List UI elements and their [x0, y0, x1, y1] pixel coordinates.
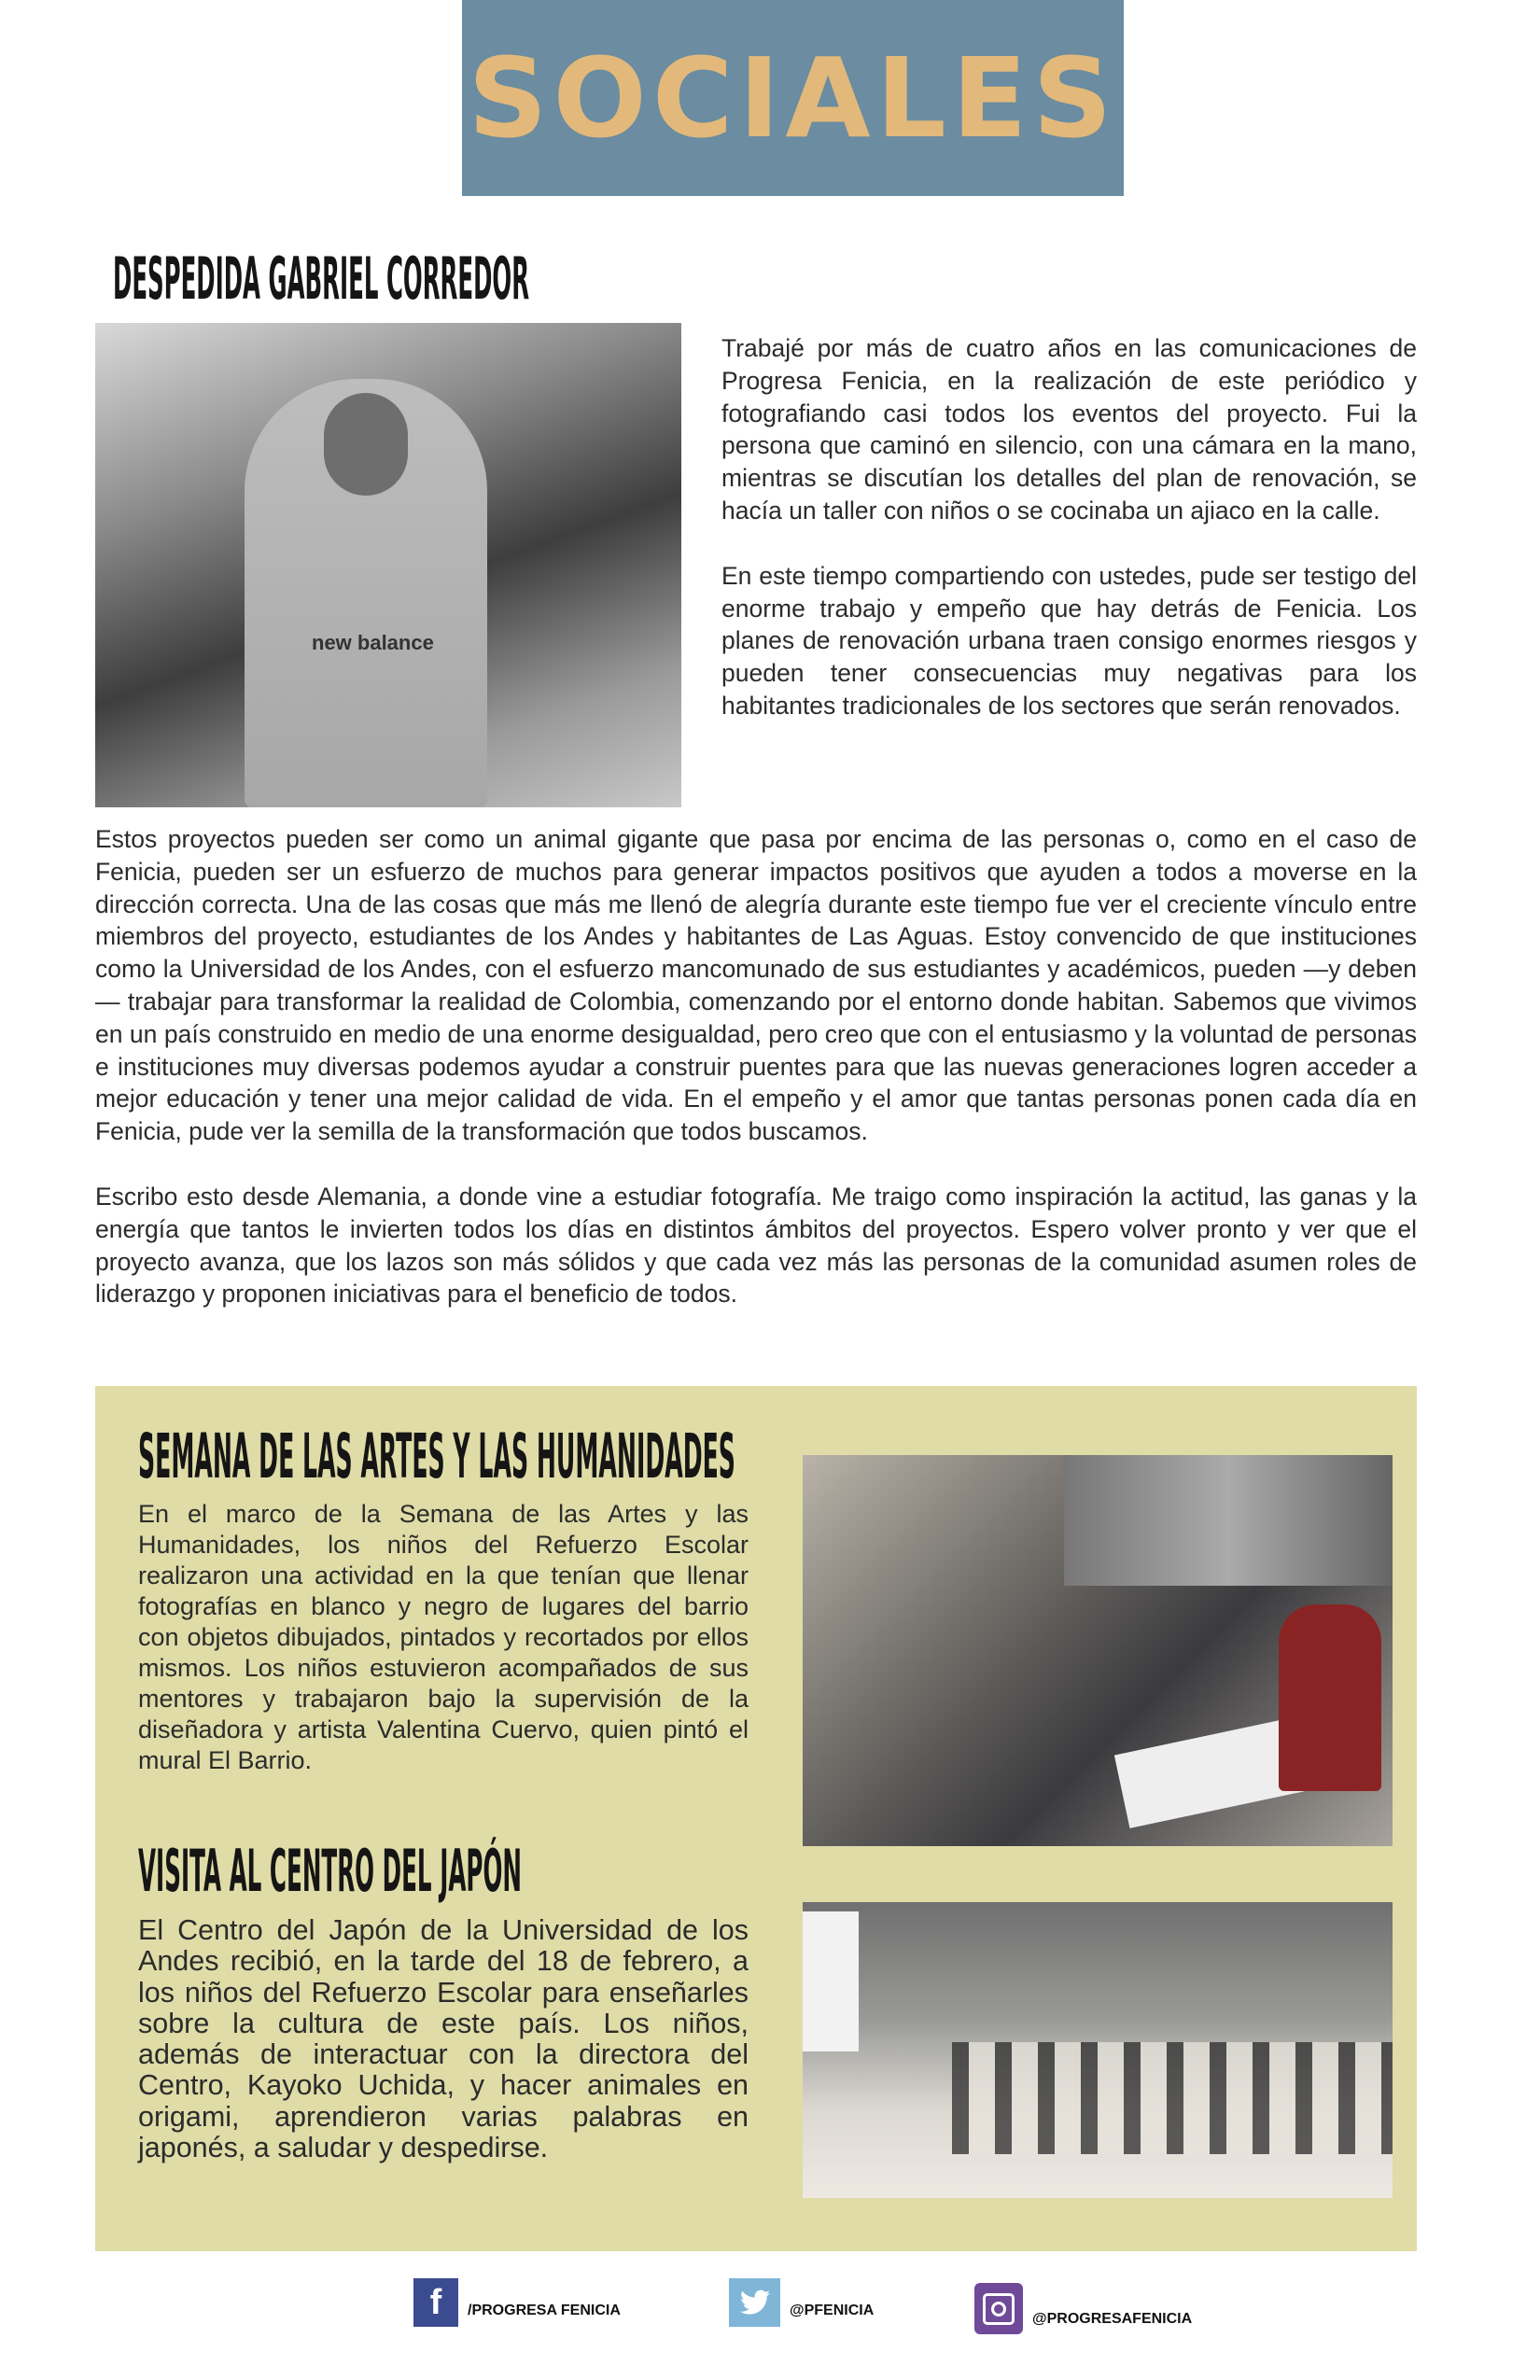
- arts-activity-photo: [803, 1455, 1393, 1846]
- article-title-despedida: DESPEDIDA GABRIEL CORREDOR: [113, 245, 530, 313]
- facebook-icon: f: [413, 2278, 458, 2327]
- instagram-handle: @PROGRESAFENICIA: [1032, 2310, 1193, 2327]
- article1-paragraph-4: Escribo esto desde Alemania, a donde vine a estudiar fotografía. Me traigo como inspiración la actitud, las ganas y la energía que tantos le invierten todos los días en distintos ámbitos del proyectos. Espero volver pronto y ver que el proyecto avanza, que los lazos son más sólidos y que cada vez más las personas de la comunidad asumen roles de liderazgo y proponen iniciativas para el beneficio de todos.: [95, 1182, 1417, 1309]
- article-title-semana: SEMANA DE LAS ARTES Y LAS HUMANIDADES: [138, 1421, 735, 1492]
- article1-paragraph-1: Trabajé por más de cuatro años en las comunicaciones de Progresa Fenicia, en la realización de este periódico y fotografiando casi todos los eventos del proyecto. Fui la persona que caminó en silencio, con una cámara en la mano, mientras se discutían los detalles del plan de renovación, se hacía un taller con niños o se cocinaba un ajiaco en la calle.: [721, 334, 1417, 525]
- article1-paragraph-2: En este tiempo compartiendo con ustedes, pude ser testigo del enorme trabajo y empeño que hay detrás de Fenicia. Los planes de renovación urbana traen consigo enormes riesgos y pueden tener consecuencias muy negativas para los habitantes tradicionales de los sectores que serán renovados.: [721, 561, 1417, 720]
- twitter-link[interactable]: [729, 2278, 874, 2327]
- article3-body: El Centro del Japón de la Universidad de los Andes recibió, en la tarde del 18 de febrero, a los niños del Refuerzo Escolar para enseñarles sobre la cultura de este país. Los niños, además de interactuar con la directora del Centro, Kayoko Uchida, y hacer animales en origami, aprendieron varias palabras en japonés, a saludar y despedirse.: [138, 1914, 749, 2164]
- photo-logo-text: new balance: [312, 631, 434, 654]
- section-title: SOCIALES: [468, 34, 1118, 162]
- instagram-icon: [974, 2283, 1023, 2334]
- japan-center-photo: [803, 1902, 1393, 2198]
- facebook-handle: /PROGRESA FENICIA: [468, 2303, 621, 2318]
- facebook-link[interactable]: [413, 2278, 621, 2327]
- article-title-japon: VISITA AL CENTRO DEL JAPÓN: [138, 1837, 522, 1905]
- twitter-handle: @PFENICIA: [790, 2303, 875, 2318]
- instagram-link[interactable]: [974, 2283, 1192, 2334]
- portrait-photo: [95, 323, 681, 807]
- section-banner: [462, 0, 1124, 196]
- article1-paragraph-3: Estos proyectos pueden ser como un animal gigante que pasa por encima de las personas o, como en el caso de Fenicia, pueden ser un esfuerzo de muchos para generar impactos positivos que ayuden a todos a moverse en la dirección correcta. Una de las cosas que más me llenó de alegría durante este tiempo fue ver el creciente vínculo entre miembros del proyecto, estudiantes de los Andes y habitantes de Las Aguas. Estoy convencido de que instituciones como la Universidad de los Andes, con el esfuerzo mancomunado de sus estudiantes y académicos, pueden —y deben— trabajar para transformar la realidad de Colombia, comenzando por el entorno donde habitan. Sabemos que vivimos en un país construido en medio de una enorme desigualdad, pero creo que con el entusiasmo y la voluntad de personas e instituciones muy diversas podemos ayudar a construir puentes para que las nuevas generaciones logren acceder a mejor educación y tener una mejor calidad de vida. En el empeño y el amor que tantas personas ponen cada día en Fenicia, pude ver la semilla de la transformación que todos buscamos.: [95, 825, 1417, 1146]
- article2-body: En el marco de la Semana de las Artes y las Humanidades, los niños del Refuerzo Escolar realizaron una actividad en la que tenían que llenar fotografías en blanco y negro de lugares del barrio con objetos dibujados, pintados y recortados por ellos mismos. Los niños estuvieron acompañados de sus mentores y trabajaron bajo la supervisión de la diseñadora y artista Valentina Cuervo, quien pintó el mural El Barrio.: [138, 1500, 749, 1774]
- twitter-icon: [729, 2278, 780, 2327]
